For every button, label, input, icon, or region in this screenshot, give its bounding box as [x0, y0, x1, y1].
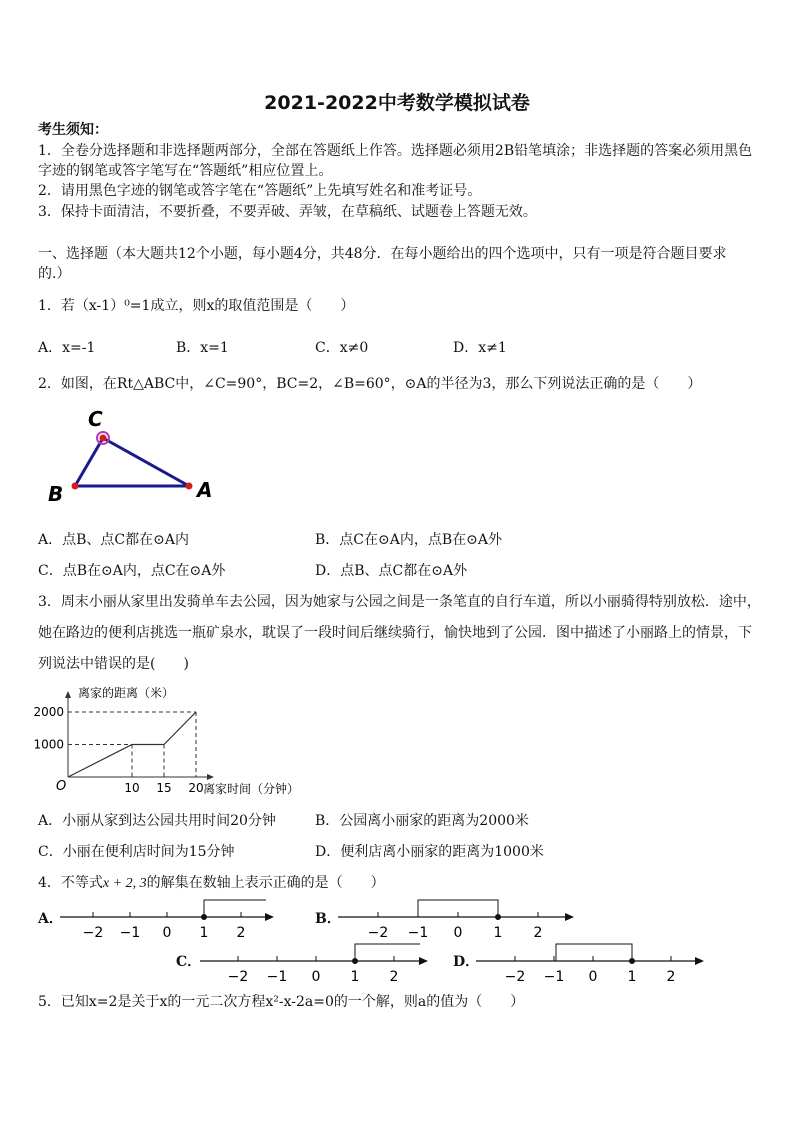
- tick-label: 0: [162, 925, 172, 941]
- q4-option-d-label: D．: [453, 954, 480, 970]
- q2-option-b: B．点C在⊙A内，点B在⊙A外: [315, 532, 502, 548]
- number-line-a: [60, 900, 274, 941]
- question-3-stem: 列说法中错误的是( ): [38, 656, 189, 672]
- tick-label: −2: [367, 925, 389, 941]
- vertex-label-a: A: [197, 478, 213, 502]
- section-heading: 的.）: [38, 266, 71, 282]
- x-tick-label: 20: [188, 781, 204, 795]
- number-line-c: [200, 944, 428, 985]
- number-line-d: [476, 944, 704, 985]
- notice-heading: 考生须知：: [38, 122, 108, 138]
- notice-line: 1．全卷分选择题和非选择题两部分，全部在答题纸上作答。选择题必须用2B铅笔填涂；非选择题的答案必须用黑色: [38, 143, 753, 159]
- page-title: 2021-2022中考数学模拟试卷: [264, 92, 530, 114]
- endpoint-dot: [495, 914, 501, 920]
- q3-option-c: C．小丽在便利店时间为15分钟: [38, 844, 235, 860]
- endpoint-dot: [629, 958, 635, 964]
- tick-label: −2: [82, 925, 104, 941]
- x-axis-label: 离家时间（分钟）: [203, 782, 300, 796]
- q2-option-a: A．点B、点C都在⊙A内: [38, 532, 189, 548]
- axis-arrow: [265, 913, 274, 921]
- q4-expression: x + 2, 3: [102, 876, 147, 891]
- q3-option-b: B．公园离小丽家的距离为2000米: [315, 813, 529, 829]
- axis-arrow: [565, 913, 574, 921]
- endpoint-dot: [352, 958, 358, 964]
- solution-bracket: [204, 900, 266, 917]
- tick-label: −1: [266, 969, 288, 985]
- tick-label: 0: [311, 969, 321, 985]
- notice-line: 3．保持卡面清洁，不要折叠，不要弄破、弄皱，在草稿纸、试题卷上答题无效。: [38, 204, 537, 220]
- axis-arrow: [695, 957, 704, 965]
- q1-option-d: D．x≠1: [453, 340, 507, 356]
- tick-label: −2: [227, 969, 249, 985]
- q2-option-c: C．点B在⊙A内，点C在⊙A外: [38, 563, 226, 579]
- q3-option-d: D．便利店离小丽家的距离为1000米: [315, 844, 544, 860]
- q4-option-c-label: C．: [176, 954, 202, 970]
- solution-bracket: [355, 944, 420, 961]
- question-3-stem: 她在路边的便利店挑选一瓶矿泉水，耽误了一段时间后继续骑行，愉快地到了公园．图中描述了小丽路上的情景，下: [38, 625, 752, 641]
- tick-label: 1: [350, 969, 360, 985]
- y-tick-label: 2000: [33, 705, 64, 719]
- tick-label: 0: [453, 925, 463, 941]
- question-5-stem: 5．已知x=2是关于x的一元二次方程x²-x-2a=0的一个解，则a的值为（ ）: [38, 994, 525, 1010]
- number-line-b: [338, 900, 574, 941]
- q1-option-b: B．x=1: [176, 340, 229, 356]
- q4-stem-post: 的解集在数轴上表示正确的是（ ）: [146, 875, 385, 891]
- question-3-stem: 3．周末小丽从家里出发骑单车去公园，因为她家与公园之间是一条笔直的自行车道，所以小丽骑得特别放松．途中，: [38, 594, 761, 610]
- q4-stem-pre: 4．不等式: [38, 875, 103, 891]
- vertex-label-c: C: [88, 407, 103, 431]
- q2-option-d: D．点B、点C都在⊙A外: [315, 563, 468, 579]
- section-heading: 一、选择题（本大题共12个小题，每小题4分，共48分．在每小题给出的四个选项中，只有一项是符合题目要求: [38, 246, 727, 262]
- endpoint-dot: [201, 914, 207, 920]
- question-2-stem: 2．如图，在Rt△ABC中，∠C=90°，BC=2，∠B=60°，⊙A的半径为3，那么下列说法正确的是（ ）: [38, 376, 702, 392]
- tick-label: 1: [493, 925, 503, 941]
- q3-option-a: A．小丽从家到达公园共用时间20分钟: [38, 813, 276, 829]
- notice-line: 2．请用黑色字迹的钢笔或答字笔在“答题纸”上先填写姓名和准考证号。: [38, 183, 482, 199]
- notice-line: 字迹的钢笔或答字笔写在“答题纸”相应位置上。: [38, 163, 333, 179]
- tick-label: 2: [533, 925, 543, 941]
- q1-option-a: A．x=-1: [38, 340, 96, 356]
- y-tick-label: 1000: [33, 737, 64, 752]
- x-tick-label: 15: [156, 781, 172, 795]
- origin-label: O: [56, 779, 67, 794]
- tick-label: −1: [407, 925, 429, 941]
- q4-option-a-label: A．: [38, 911, 63, 927]
- question-1-stem: 1．若（x-1）⁰=1成立，则x的取值范围是（ ）: [38, 298, 355, 314]
- tick-label: −1: [543, 969, 565, 985]
- x-tick-label: 10: [124, 781, 140, 795]
- solution-bracket: [556, 944, 632, 961]
- tick-label: −1: [119, 925, 141, 941]
- tick-label: 2: [236, 925, 246, 941]
- vertex-label-b: B: [48, 482, 64, 506]
- tick-label: −2: [504, 969, 526, 985]
- tick-label: 2: [389, 969, 399, 985]
- tick-label: 1: [627, 969, 637, 985]
- y-axis-label: 离家的距离（米）: [78, 686, 175, 700]
- axis-arrow: [419, 957, 428, 965]
- q4-option-b-label: B．: [315, 911, 341, 927]
- tick-label: 0: [588, 969, 598, 985]
- q1-option-c: C．x≠0: [315, 340, 369, 356]
- tick-label: 1: [199, 925, 209, 941]
- tick-label: 2: [666, 969, 676, 985]
